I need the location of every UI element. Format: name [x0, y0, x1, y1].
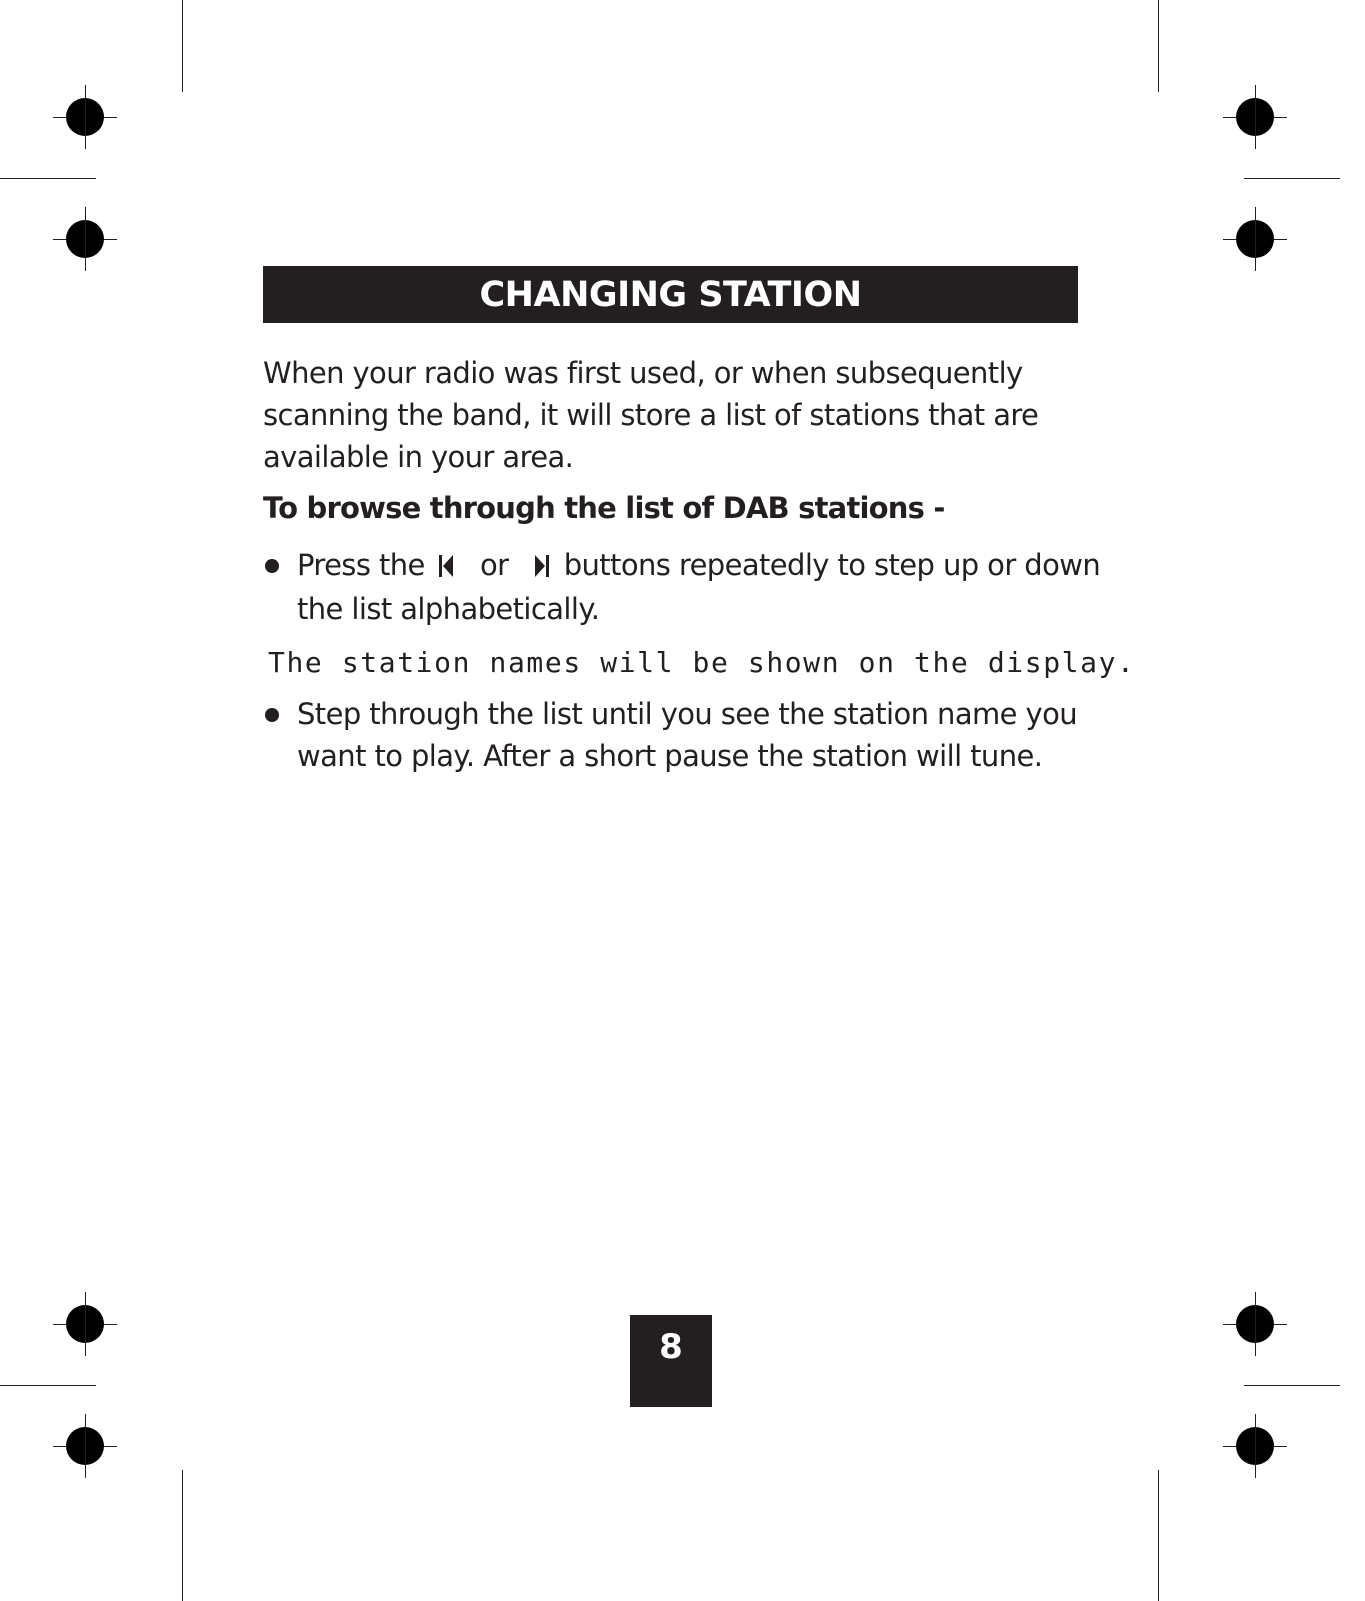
crop-mark-right-lower: [1244, 1385, 1340, 1386]
intro-paragraph: When your radio was first used, or when subsequently scanning the band, it will store a list of stations that are available in your area.: [263, 356, 1039, 474]
crop-mark-left-upper: [0, 178, 96, 179]
crop-mark-bottom-left: [182, 1470, 183, 1601]
section-title-bar: [263, 266, 1078, 323]
registration-mark-icon: [1223, 207, 1287, 271]
skip-forward-icon: [535, 546, 549, 588]
display-note: The station names will be shown on the display.: [268, 646, 1136, 679]
crop-mark-right-upper: [1244, 178, 1340, 179]
bullet-icon: [265, 559, 279, 573]
bullet-prefix-text: Press the: [297, 548, 425, 582]
bullet-icon: [265, 708, 279, 722]
registration-mark-icon: [53, 1414, 117, 1478]
list-item-text: [297, 544, 1147, 630]
list-item-text: Step through the list until you see the station name you want to play. After a short pause the station will tune.: [297, 697, 1077, 773]
bullet-middle-text: or: [479, 548, 509, 582]
bullet-suffix-text: buttons repeatedly to step up or down the list alphabetically.: [297, 548, 1101, 626]
crop-mark-bottom-right: [1158, 1470, 1159, 1601]
page-number-box: [630, 1315, 712, 1407]
list-item: [263, 544, 1143, 628]
page-number: 8: [659, 1327, 683, 1367]
registration-mark-icon: [53, 85, 117, 149]
list-item: [263, 693, 1143, 777]
instruction-heading: To browse through the list of DAB stations -: [263, 491, 945, 525]
registration-mark-icon: [53, 207, 117, 271]
registration-mark-icon: [1223, 85, 1287, 149]
section-title: CHANGING STATION: [479, 274, 862, 315]
crop-mark-left-lower: [0, 1385, 96, 1386]
skip-back-icon: [439, 546, 453, 588]
crop-mark-top-right: [1158, 0, 1159, 92]
crop-mark-top-left: [182, 0, 183, 92]
registration-mark-icon: [1223, 1292, 1287, 1356]
registration-mark-icon: [1223, 1414, 1287, 1478]
registration-mark-icon: [53, 1292, 117, 1356]
